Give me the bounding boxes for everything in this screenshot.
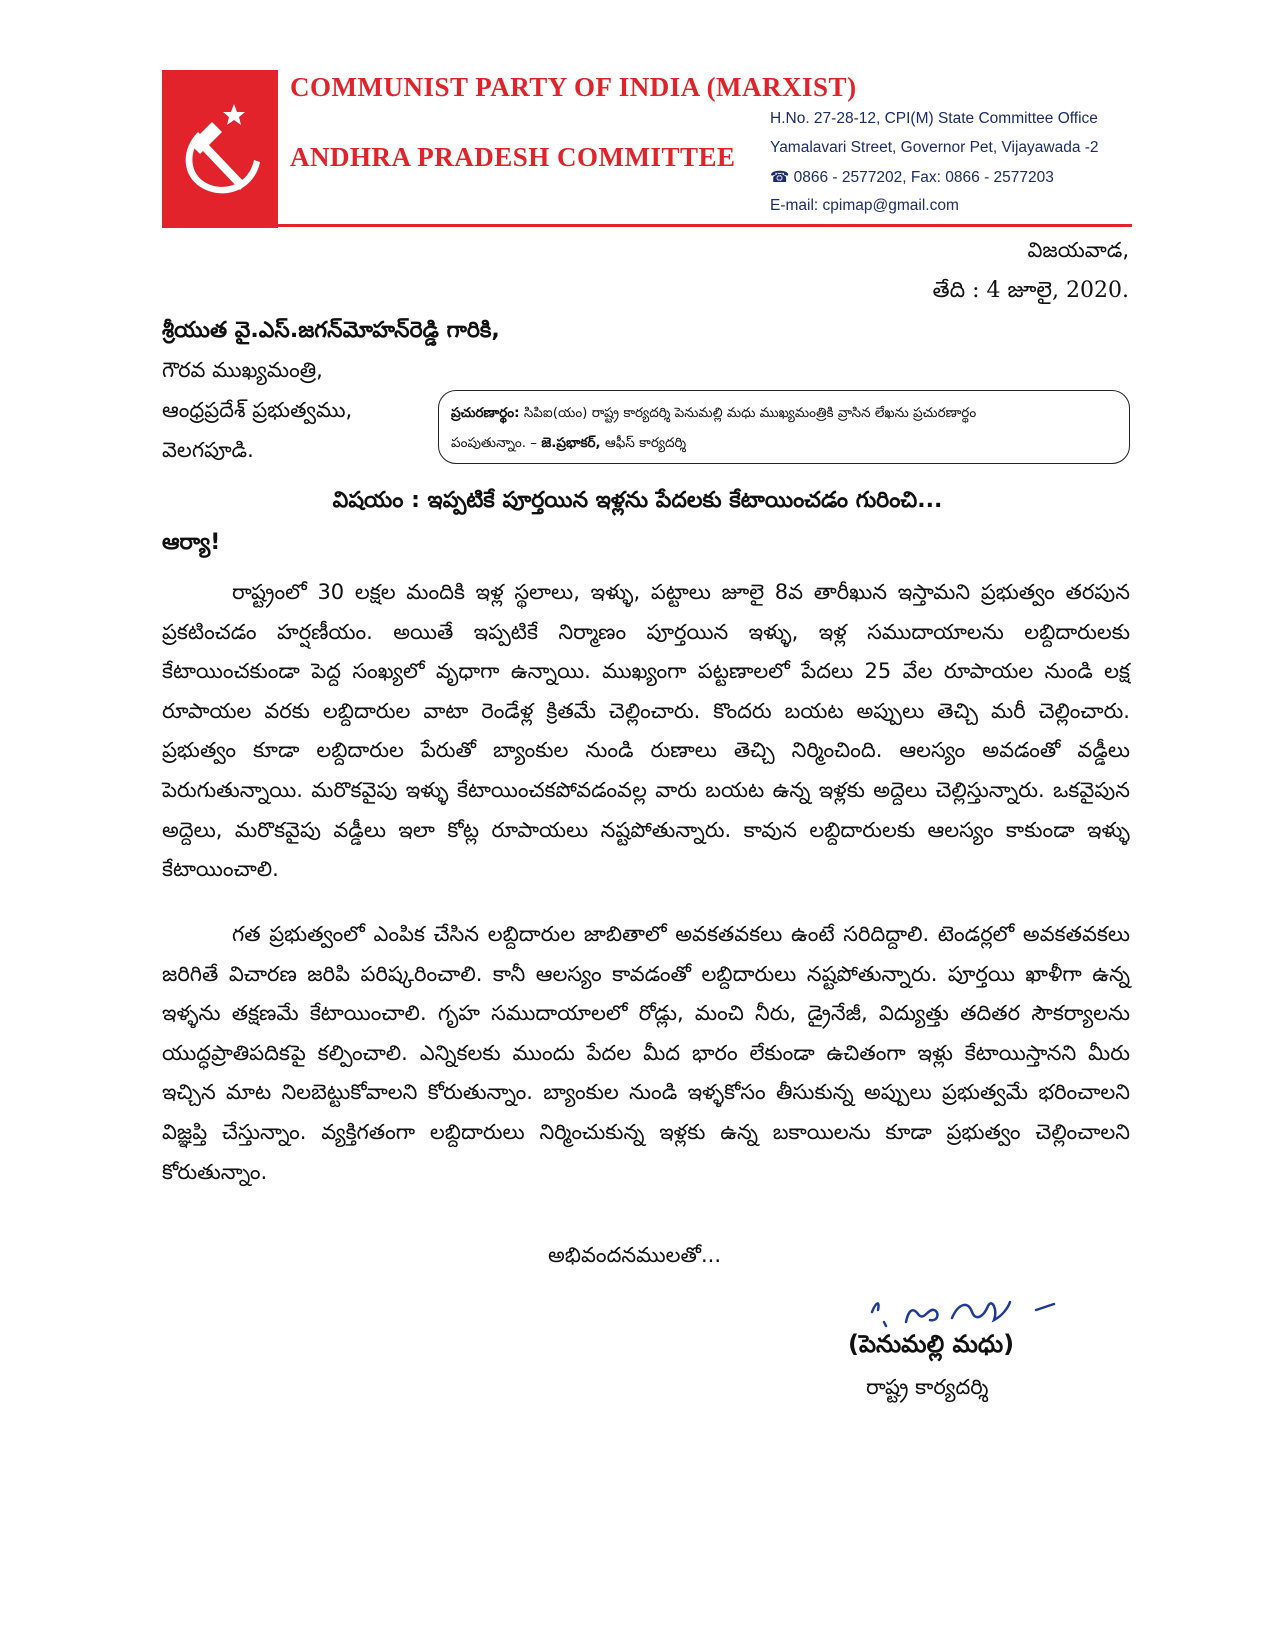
recipient-name: శ్రీయుత వై.ఎస్.జగన్‌మోహన్‌రెడ్డి గారికి, [162,318,500,343]
email-line: E-mail: cpimap@gmail.com [770,197,959,214]
salutation: ఆర్యా! [162,530,221,555]
press-release-note [438,390,1130,464]
hammer-sickle-star-icon [172,100,268,200]
committee-name: ANDHRA PRADESH COMMITTEE [290,142,736,172]
party-logo [162,70,278,228]
letter-place: విజయవాడ, [1027,238,1129,262]
signatory-title: రాష్ట్ర కార్యదర్శి [866,1375,989,1399]
letter-subject: విషయం : ఇప్పటికే పూర్తయిన ఇళ్లను పేదలకు కేటాయించడం గురించి... [332,488,943,513]
signatory-name: (పెనుమల్లి మధు) [848,1330,1015,1358]
body-paragraph-2: గత ప్రభుత్వంలో ఎంపిక చేసిన లబ్దిదారుల జాబితాలో అవకతవకలు ఉంటే సరిదిద్దాలి. టెండర్లలో అవకతవకలు జరిగితే విచారణ జరిపి పరిష్కరించాలి. కానీ ఆలస్యం కావడంతో లబ్దిదారులు నష్టపోతున్నారు. పూర్తయి ఖాళీగా ఉన్న ఇళ్ళను తక్షణమే కేటాయించాలి. గృహ సముదాయాలలో రోడ్లు, మంచి నీరు, డ్రైనేజీ, విద్యుత్తు తదితర సౌకర్యాలను యుద్ధప్రాతిపదికపై కల్పించాలి. ఎన్నికలకు ముందు పేదల మీద భారం లేకుండా ఉచితంగా ఇళ్లు కేటాయిస్తానని మీరు ఇచ్చిన మాట నిలబెట్టుకోవాలని కోరుతున్నాం. బ్యాంకుల నుండి ఇళ్ళకోసం తీసుకున్న అప్పులు ప్రభుత్వమే భరించాలని విజ్ఞప్తి చేస్తున్నాం. వ్యక్తిగతంగా లబ్దిదారులు నిర్మించుకున్న ఇళ్లకు ఉన్న బకాయిలను కూడా ప్రభుత్వం చెల్లించాలని కోరుతున్నాం. [162,922,1130,1184]
address-line-2: Yamalavari Street, Governor Pet, Vijayawada -2 [770,139,1099,156]
organization-name: COMMUNIST PARTY OF INDIA (MARXIST) [290,72,857,102]
letter-date: తేది : 4 జూలై, 2020. [932,278,1129,303]
recipient-government: ఆంధ్రప్రదేశ్ ప్రభుత్వము, [162,398,353,422]
phone-fax-line: ☎ 0866 - 2577202, Fax: 0866 - 2577203 [770,169,1054,186]
closing-greeting: అభివందనములతో... [548,1243,722,1267]
body-paragraph-1: రాష్ట్రంలో 30 లక్షల మందికి ఇళ్ల స్థలాలు, ఇళ్ళు, పట్టాలు జూలై 8వ తారీఖున ఇస్తామని ప్రభుత్వం తరపున ప్రకటించడం హర్షణీయం. అయితే ఇప్పటికే నిర్మాణం పూర్తయిన ఇళ్ళు, ఇళ్ల సముదాయాలను లబ్దిదారులకు కేటాయించకుండా పెద్ద సంఖ్యలో వృధాగా ఉన్నాయి. ముఖ్యంగా పట్టణాలలో పేదలు 25 వేల రూపాయల నుండి లక్ష రూపాయల వరకు లబ్దిదారుల వాటా రెండేళ్ల క్రితమే చెల్లించారు. కొందరు బయట అప్పులు తెచ్చి మరీ చెల్లించారు. ప్రభుత్వం కూడా లబ్దిదారుల పేరుతో బ్యాంకుల నుండి రుణాలు తెచ్చి నిర్మించింది. ఆలస్యం అవడంతో వడ్డీలు పెరుగుతున్నాయి. మరొకవైపు ఇళ్ళు కేటాయించకపోవడంవల్ల వారు బయట ఉన్న ఇళ్లకు అద్దెలు చెల్లిస్తున్నారు. ఒకవైపున అద్దెలు, మరొకవైపు వడ్డీలు ఇలా కోట్ల రూపాయలు నష్టపోతున్నారు. కావున లబ్దిదారులకు ఆలస్యం కాకుండా ఇళ్ళు కేటాయించాలి. [162,580,1130,882]
press-note-signer: జె.ప్రభాకర్, [541,435,601,451]
address-line-1: H.No. 27-28-12, CPI(M) State Committee Office [770,110,1098,127]
recipient-place: వెలగపూడి. [162,438,254,462]
press-note-label: ప్రచురణార్థం: [451,405,520,421]
press-note-signer-role: ఆఫీస్ కార్యదర్శి [604,435,687,451]
press-note-text-2: పంపుతున్నాం. – [451,435,538,451]
recipient-designation: గౌరవ ముఖ్యమంత్రి, [162,358,323,382]
press-note-text: సిపిఐ(యం) రాష్ట్ర కార్యదర్శి పెనుమల్లి మధు ముఖ్యమంత్రికి వ్రాసిన లేఖను ప్రచురణార్థం [523,405,977,421]
letterhead-divider [278,224,1132,227]
